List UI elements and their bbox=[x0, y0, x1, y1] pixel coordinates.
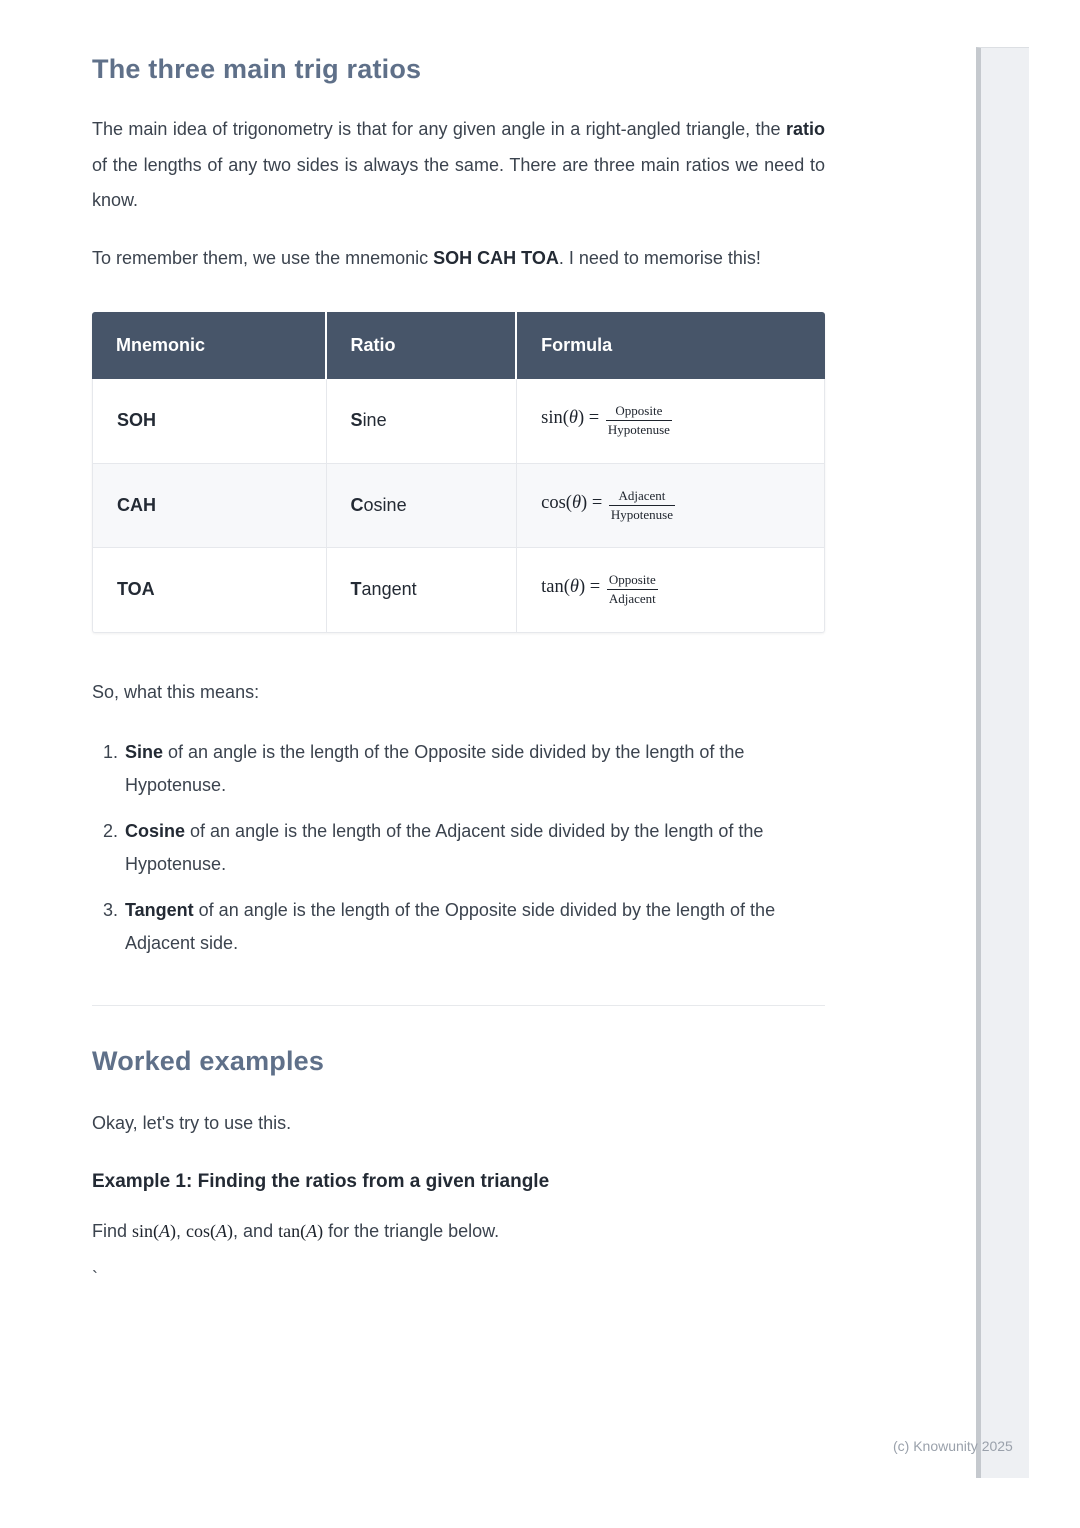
list-item bbox=[103, 894, 825, 960]
fraction: $\frac{\text{Opposite}}{\text{Adjacent}}$ bbox=[608, 572, 656, 607]
document-content bbox=[92, 0, 825, 1289]
example-heading: Example 1: Finding the ratios from a given triangle bbox=[92, 1170, 550, 1192]
stray-backtick: ` bbox=[92, 1267, 98, 1288]
cell-ratio bbox=[327, 548, 518, 633]
intro-paragraph-text-after: of the lengths of any two sides is always the same. There are three main ratios we need to know. bbox=[92, 154, 825, 210]
list-item-number: 2. bbox=[103, 821, 119, 841]
mnemonic-paragraph-text: To remember them, we use the mnemonic bbox=[92, 247, 434, 268]
intro-paragraph-bold: ratio bbox=[785, 119, 825, 139]
mnemonic-paragraph-bold: SOH CAH TOA bbox=[433, 247, 559, 268]
worked-intro: Okay, let's try to use this. bbox=[92, 1113, 292, 1133]
ratio-first-letter: S bbox=[350, 410, 363, 431]
column-header-ratio: Ratio bbox=[327, 312, 518, 379]
cos-a-math: cos(A) bbox=[186, 1220, 234, 1241]
ratio-rest: osine bbox=[363, 494, 407, 515]
list-item-text: Tangent of an angle is the length of the Opposite side divided by the length of the Adjacent side. bbox=[125, 900, 776, 953]
formula-math: sin(θ) = $\frac{\text{Opposite}}{\text{Hypotenuse}}$ bbox=[541, 403, 670, 438]
list-item-number: 1. bbox=[103, 742, 119, 762]
table-header-row bbox=[92, 312, 825, 379]
cell-ratio bbox=[327, 379, 518, 464]
sin-a-math: sin(A) bbox=[132, 1220, 177, 1241]
meaning-intro: So, what this means: bbox=[92, 681, 260, 702]
cell-formula bbox=[517, 379, 825, 464]
fraction: $\frac{\text{Opposite}}{\text{Hypotenuse}}$ bbox=[607, 403, 670, 438]
trig-ratios-table bbox=[92, 312, 825, 633]
mnemonic-paragraph bbox=[92, 241, 825, 277]
formula-math: tan(θ) = $\frac{\text{Opposite}}{\text{Adjacent}}$ bbox=[541, 572, 656, 607]
table-row bbox=[92, 548, 825, 633]
cell-mnemonic: SOH bbox=[92, 379, 327, 464]
intro-paragraph-text: The main idea of trigonometry is that for any given angle in a right-angled triangle, the bbox=[92, 119, 786, 139]
ratio-first-letter: C bbox=[350, 494, 364, 515]
formula-math: cos(θ) = $\frac{\text{Adjacent}}{\text{Hypotenuse}}$ bbox=[541, 487, 674, 522]
list-item bbox=[103, 736, 825, 802]
cell-ratio bbox=[327, 464, 518, 549]
table-row bbox=[92, 464, 825, 549]
meaning-list bbox=[92, 736, 825, 960]
intro-paragraph bbox=[92, 112, 825, 219]
copyright-watermark: (c) Knowunity 2025 bbox=[893, 1438, 1013, 1454]
list-item bbox=[103, 815, 825, 881]
column-header-mnemonic: Mnemonic bbox=[92, 312, 327, 379]
page-title: The three main trig ratios bbox=[92, 54, 422, 84]
cell-mnemonic: TOA bbox=[92, 548, 327, 633]
list-item-text: Cosine of an angle is the length of the Adjacent side divided by the length of the Hypotenuse. bbox=[125, 821, 764, 874]
cell-mnemonic: CAH bbox=[92, 464, 327, 549]
column-header-formula: Formula bbox=[517, 312, 825, 379]
mnemonic-paragraph-text-after: . I need to memorise this! bbox=[558, 247, 761, 268]
tan-a-math: tan(A) bbox=[278, 1220, 324, 1241]
find-instruction: Find sin(A), cos(A), and tan(A) for the triangle below. bbox=[92, 1220, 500, 1241]
cell-formula bbox=[517, 464, 825, 549]
ratio-rest: ine bbox=[362, 410, 387, 431]
worked-examples-title: Worked examples bbox=[92, 1046, 325, 1076]
ratio-rest: angent bbox=[361, 579, 417, 600]
cell-formula bbox=[517, 548, 825, 633]
scrollbar-track[interactable] bbox=[976, 47, 1029, 1478]
list-item-text: Sine of an angle is the length of the Opposite side divided by the length of the Hypotenuse. bbox=[125, 742, 745, 795]
table-row bbox=[92, 379, 825, 464]
ratio-first-letter: T bbox=[350, 579, 362, 600]
list-item-number: 3. bbox=[103, 900, 119, 920]
section-divider bbox=[92, 1005, 825, 1006]
fraction: $\frac{\text{Adjacent}}{\text{Hypotenuse}}$ bbox=[610, 487, 674, 522]
